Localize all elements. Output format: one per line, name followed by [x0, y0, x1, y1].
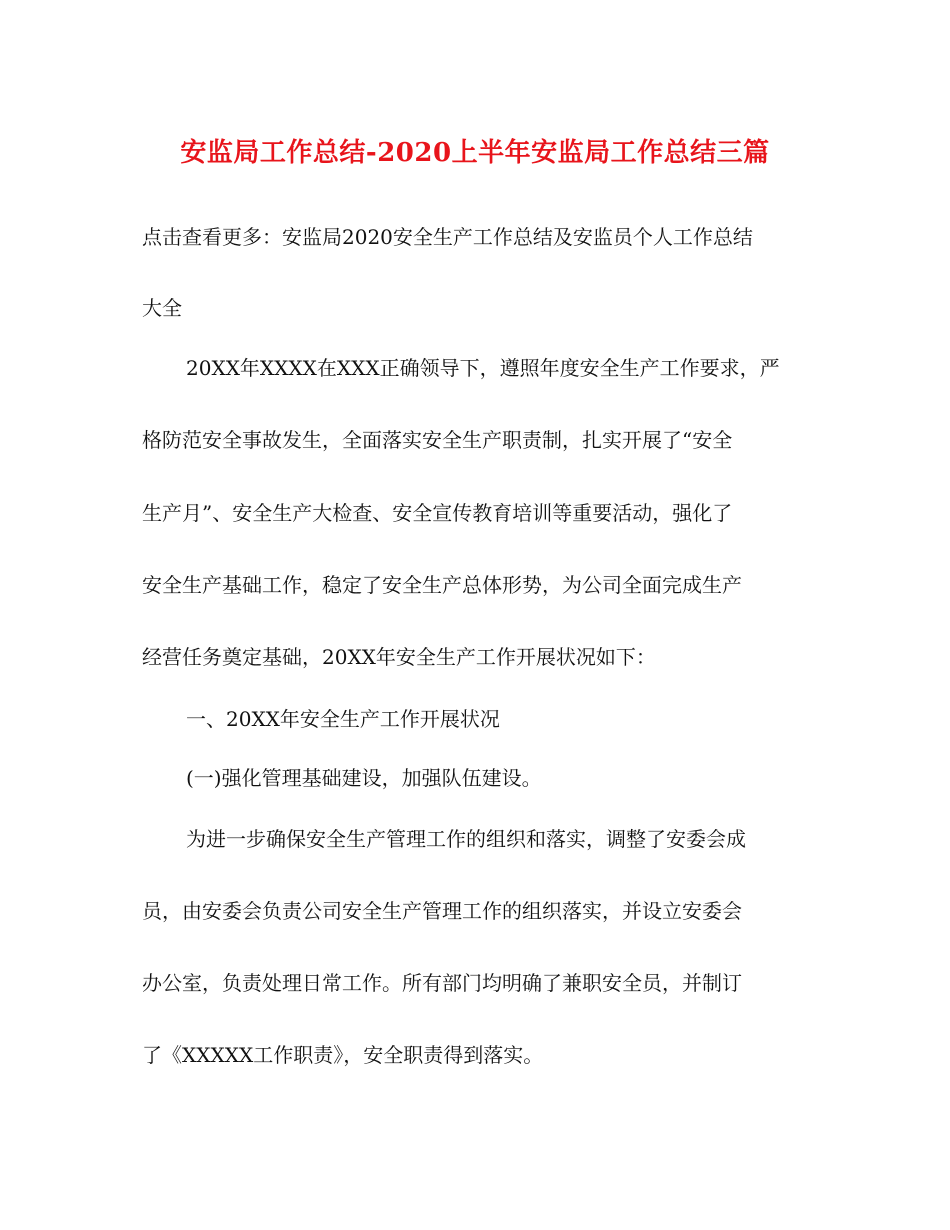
- text-line: 大全: [142, 296, 182, 320]
- section-heading: 一、20XX年安全生产工作开展状况: [186, 707, 500, 731]
- text-line: 格防范安全事故发生，全面落实安全生产职责制，扎实开展了“安全: [142, 428, 733, 452]
- document-title: 安监局工作总结-2020上半年安监局工作总结三篇: [180, 138, 770, 168]
- text-line: 员，由安委会负责公司安全生产管理工作的组织落实，并设立安委会: [142, 899, 742, 923]
- text-line: 生产月”、安全生产大检查、安全宣传教育培训等重要活动，强化了: [142, 501, 733, 525]
- subsection-heading: (一)强化管理基础建设，加强队伍建设。: [186, 766, 542, 790]
- text-line: 安全生产基础工作，稳定了安全生产总体形势，为公司全面完成生产: [142, 573, 742, 597]
- text-line: 办公室，负责处理日常工作。所有部门均明确了兼职安全员，并制订: [142, 971, 742, 995]
- text-line: 经营任务奠定基础，20XX年安全生产工作开展状况如下：: [142, 645, 656, 669]
- text-line: 20XX年XXXX在XXX正确领导下，遵照年度安全生产工作要求，严: [186, 356, 780, 380]
- text-line: 了《XXXXX工作职责》，安全职责得到落实。: [142, 1043, 544, 1067]
- text-line: 点击查看更多：安监局2020安全生产工作总结及安监员个人工作总结: [142, 225, 753, 249]
- text-line: 为进一步确保安全生产管理工作的组织和落实，调整了安委会成: [186, 827, 746, 851]
